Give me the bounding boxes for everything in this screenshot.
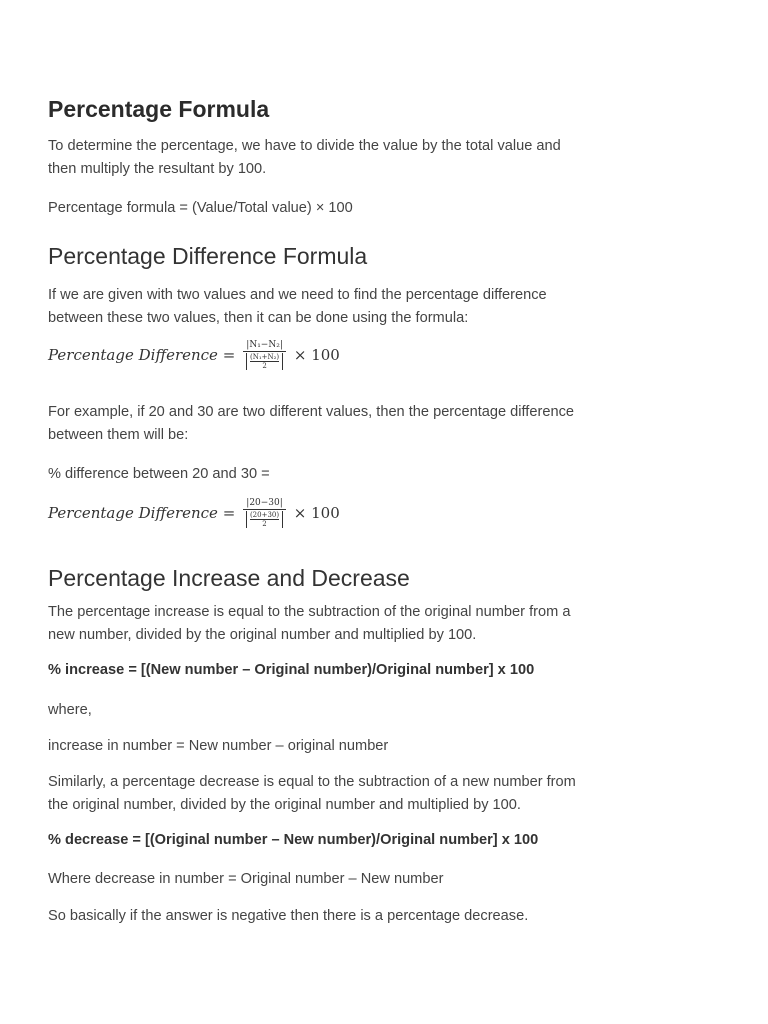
percentage-difference-intro-2: between these two values, then it can be done using the formula:	[48, 310, 469, 326]
percentage-formula-expression: Percentage formula = (Value/Total value) × 100	[48, 200, 353, 216]
increase-line-2: new number, divided by the original number and multiplied by 100.	[48, 627, 477, 643]
fraction-bar	[243, 351, 286, 352]
denominator-bottom: 2	[262, 520, 267, 528]
decrease-definition: Where decrease in number = Original number – New number	[48, 871, 444, 887]
where-label: where,	[48, 702, 92, 718]
formula-times: × 100	[293, 346, 340, 364]
fraction-numerator: |20−30|	[246, 498, 283, 508]
fraction-denominator	[246, 353, 283, 370]
percentage-formula-intro-1: To determine the percentage, we have to divide the value by the total value and	[48, 138, 561, 154]
heading-percentage-formula: Percentage Formula	[48, 96, 270, 122]
denominator-top: (20+30)	[249, 511, 280, 519]
denominator-top: (N₁+N₂)	[249, 353, 280, 361]
denominator-bottom: 2	[262, 362, 267, 370]
percentage-difference-intro-1: If we are given with two values and we need to find the percentage difference	[48, 287, 547, 303]
formula-times: × 100	[293, 504, 340, 522]
percentage-formula-intro-2: then multiply the resultant by 100.	[48, 161, 267, 177]
percentage-difference-formula	[48, 340, 340, 370]
example-line-1: For example, if 20 and 30 are two different values, then the percentage difference	[48, 404, 574, 420]
example-line-2: between them will be:	[48, 427, 189, 443]
increase-definition: increase in number = New number – original number	[48, 738, 389, 754]
heading-increase-decrease: Percentage Increase and Decrease	[48, 565, 410, 591]
increase-line-1: The percentage increase is equal to the subtraction of the original number from a	[48, 604, 571, 620]
formula-fraction	[243, 340, 286, 370]
increase-formula: % increase = [(New number – Original number)/Original number] x 100	[48, 662, 535, 678]
formula-fraction	[243, 498, 286, 528]
conclusion: So basically if the answer is negative then there is a percentage decrease.	[48, 908, 529, 924]
formula-lhs: Percentage Difference =	[48, 504, 236, 522]
decrease-line-1: Similarly, a percentage decrease is equal to the subtraction of a new number from	[48, 774, 576, 790]
fraction-denominator	[246, 511, 283, 528]
formula-lhs: Percentage Difference =	[48, 346, 236, 364]
heading-percentage-difference: Percentage Difference Formula	[48, 243, 368, 269]
fraction-bar	[243, 509, 286, 510]
example-formula	[48, 498, 340, 528]
fraction-numerator: |N₁−N₂|	[246, 340, 283, 350]
decrease-formula: % decrease = [(Original number – New number)/Original number] x 100	[48, 832, 539, 848]
example-label: % difference between 20 and 30 =	[48, 466, 270, 482]
decrease-line-2: the original number, divided by the original number and multiplied by 100.	[48, 797, 521, 813]
